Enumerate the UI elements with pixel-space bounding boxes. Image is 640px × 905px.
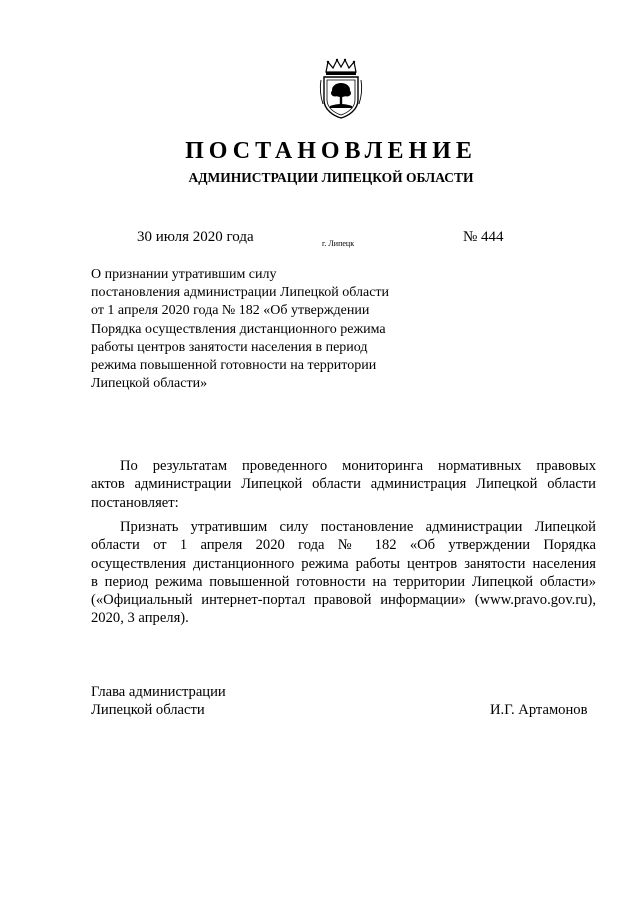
- signatory-position: [91, 683, 226, 720]
- document-subtitle: АДМИНИСТРАЦИИ ЛИПЕЦКОЙ ОБЛАСТИ: [188, 170, 474, 185]
- body-paragraph-preamble: [91, 457, 596, 512]
- subject-line: от 1 апреля 2020 года № 182 «Об утверждении: [91, 303, 370, 319]
- body-line: 2020, 3 апреля).: [91, 610, 189, 627]
- body-line: Признать утратившим силу постановление администрации Липецкой: [120, 519, 596, 535]
- subject-line: Липецкой области»: [91, 376, 208, 392]
- document-number: № 444: [463, 229, 504, 245]
- subject-line: О признании утратившим силу: [91, 267, 277, 282]
- document-title: ПОСТАНОВЛЕНИЕ: [185, 138, 477, 164]
- body-line: По результатам проведенного мониторинга нормативных правовых: [120, 458, 596, 474]
- body-paragraph-decision: [91, 518, 596, 628]
- body-line: в период режима повышенной готовности на территории Липецкой области»: [91, 573, 596, 590]
- subject-line: режима повышенной готовности на территории: [91, 358, 377, 374]
- document-date: 30 июля 2020 года: [137, 229, 254, 245]
- coat-of-arms-icon: [318, 58, 364, 120]
- document-subject: [91, 266, 431, 393]
- subject-line: работы центров занятости населения в период: [91, 339, 368, 355]
- subject-line: постановления администрации Липецкой области: [91, 285, 390, 301]
- body-line: актов администрации Липецкой области администрация Липецкой области: [91, 476, 596, 493]
- body-line: постановляет:: [91, 494, 179, 511]
- body-line: осуществления дистанционного режима работы центров занятости населения: [91, 555, 596, 572]
- body-line: области от 1 апреля 2020 года № 182 «Об утверждении Порядка: [91, 537, 596, 554]
- subject-line: Порядка осуществления дистанционного режима: [91, 321, 386, 337]
- signatory-name: И.Г. Артамонов: [490, 702, 588, 718]
- signatory-position-line: Липецкой области: [91, 702, 205, 719]
- document-city: г. Липецк: [322, 239, 355, 248]
- signatory-position-line: Глава администрации: [91, 684, 226, 700]
- body-line: («Официальный интернет-портал правовой информации» (www.pravo.gov.ru),: [91, 592, 596, 609]
